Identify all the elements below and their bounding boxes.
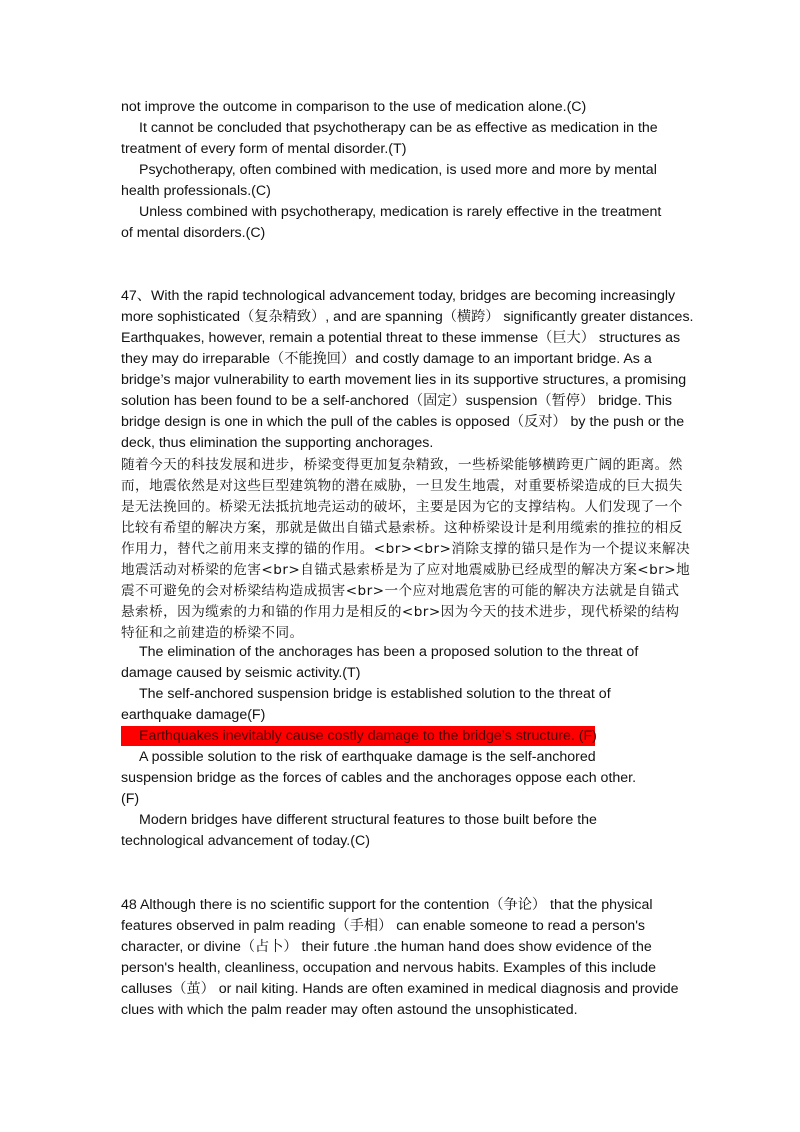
q48-passage-line: calluses（茧） or nail kiting. Hands are often examined in medical diagnosis and provide xyxy=(121,981,679,997)
q47-passage-line: bridge’s major vulnerability to earth movement lies in its supportive structures, a promising xyxy=(121,372,687,388)
q46-option-line: health professionals.(C) xyxy=(121,183,271,199)
q46-option-line: treatment of every form of mental disorder.(T) xyxy=(121,141,407,157)
q47-passage-line: solution has been found to be a self-anchored（固定）suspension（暂停） bridge. This xyxy=(121,393,672,409)
q46-option-line: of mental disorders.(C) xyxy=(121,225,266,241)
q48-passage-line: clues with which the palm reader may often astound the unsophisticated. xyxy=(121,1002,578,1018)
q47-option-2: The self-anchored suspension bridge is established solution to the threat of xyxy=(139,686,611,702)
q46-text-line: not improve the outcome in comparison to the use of medication alone.(C) xyxy=(121,99,587,115)
q47-option-2-cont: earthquake damage(F) xyxy=(121,707,266,723)
q47-option-3-highlighted: Earthquakes inevitably cause costly damage to the bridge’s structure. (F) xyxy=(139,728,597,744)
q47-translation-line: 而，地震依然是对这些巨型建筑物的潜在威胁，一旦发生地震，对重要桥梁造成的巨大损失 xyxy=(121,478,683,494)
q47-option-1: The elimination of the anchorages has been a proposed solution to the threat of xyxy=(139,644,639,660)
q47-option-5: Modern bridges have different structural features to those built before the xyxy=(139,812,597,828)
q47-translation-line: 震不可避免的会对桥梁结构造成损害<br>一个应对地震危害的可能的解决方法就是自锚式 xyxy=(121,583,680,599)
q47-translation-line: 比较有希望的解决方案，那就是做出自锚式悬索桥。这种桥梁设计是利用缆索的推拉的相反 xyxy=(121,520,683,536)
q47-option-4-cont: (F) xyxy=(121,791,140,807)
q47-passage-line: 47、With the rapid technological advancement today, bridges are becoming increasingly xyxy=(121,288,676,304)
q46-option-line: Psychotherapy, often combined with medication, is used more and more by mental xyxy=(139,162,657,178)
q47-option-1-cont: damage caused by seismic activity.(T) xyxy=(121,665,361,681)
q48-passage-line: 48 Although there is no scientific support for the contention（争论） that the physical xyxy=(121,897,653,913)
q47-translation-line: 作用力，替代之前用来支撑的锚的作用。<br><br>消除支撑的锚只是作为一个提议来解决 xyxy=(121,541,691,557)
q47-translation-line: 随着今天的科技发展和进步，桥梁变得更加复杂精致，一些桥梁能够横跨更广阔的距离。然 xyxy=(121,457,683,473)
q47-option-4: A possible solution to the risk of earthquake damage is the self-anchored xyxy=(139,749,596,765)
q47-passage-line: Earthquakes, however, remain a potential threat to these immense（巨大） structures as xyxy=(121,330,681,346)
q47-translation-line: 特征和之前建造的桥梁不同。 xyxy=(121,625,304,641)
q47-passage-line: they may do irreparable（不能挽回）and costly damage to an important bridge. As a xyxy=(121,351,652,367)
q47-translation-line: 地震活动对桥梁的危害<br>自锚式悬索桥是为了应对地震威胁已经成型的解决方案<br>地 xyxy=(121,562,691,578)
q47-passage-line: bridge design is one in which the pull of the cables is opposed（反对） by the push or the xyxy=(121,414,685,430)
q46-option-line: Unless combined with psychotherapy, medication is rarely effective in the treatment xyxy=(139,204,662,220)
q46-option-line: It cannot be concluded that psychotherapy can be as effective as medication in the xyxy=(139,120,658,136)
q48-passage-line: character, or divine（占卜） their future .the human hand does show evidence of the xyxy=(121,939,652,955)
q48-passage-line: person's health, cleanliness, occupation and nervous habits. Examples of this include xyxy=(121,960,657,976)
q48-passage-line: features observed in palm reading（手相） can enable someone to read a person's xyxy=(121,918,646,934)
q47-option-4-cont: suspension bridge as the forces of cables and the anchorages oppose each other. xyxy=(121,770,637,786)
q47-translation-line: 是无法挽回的。桥梁无法抵抗地壳运动的破坏，主要是因为它的支撑结构。人们发现了一个 xyxy=(121,499,683,515)
q47-passage-line: more sophisticated（复杂精致）, and are spanning（横跨） significantly greater distances. xyxy=(121,309,694,325)
q47-passage-line: deck, thus elimination the supporting anchorages. xyxy=(121,435,434,451)
q47-translation-line: 悬索桥，因为缆索的力和锚的作用力是相反的<br>因为今天的技术进步，现代桥梁的结构 xyxy=(121,604,680,620)
q47-option-5-cont: technological advancement of today.(C) xyxy=(121,833,370,849)
